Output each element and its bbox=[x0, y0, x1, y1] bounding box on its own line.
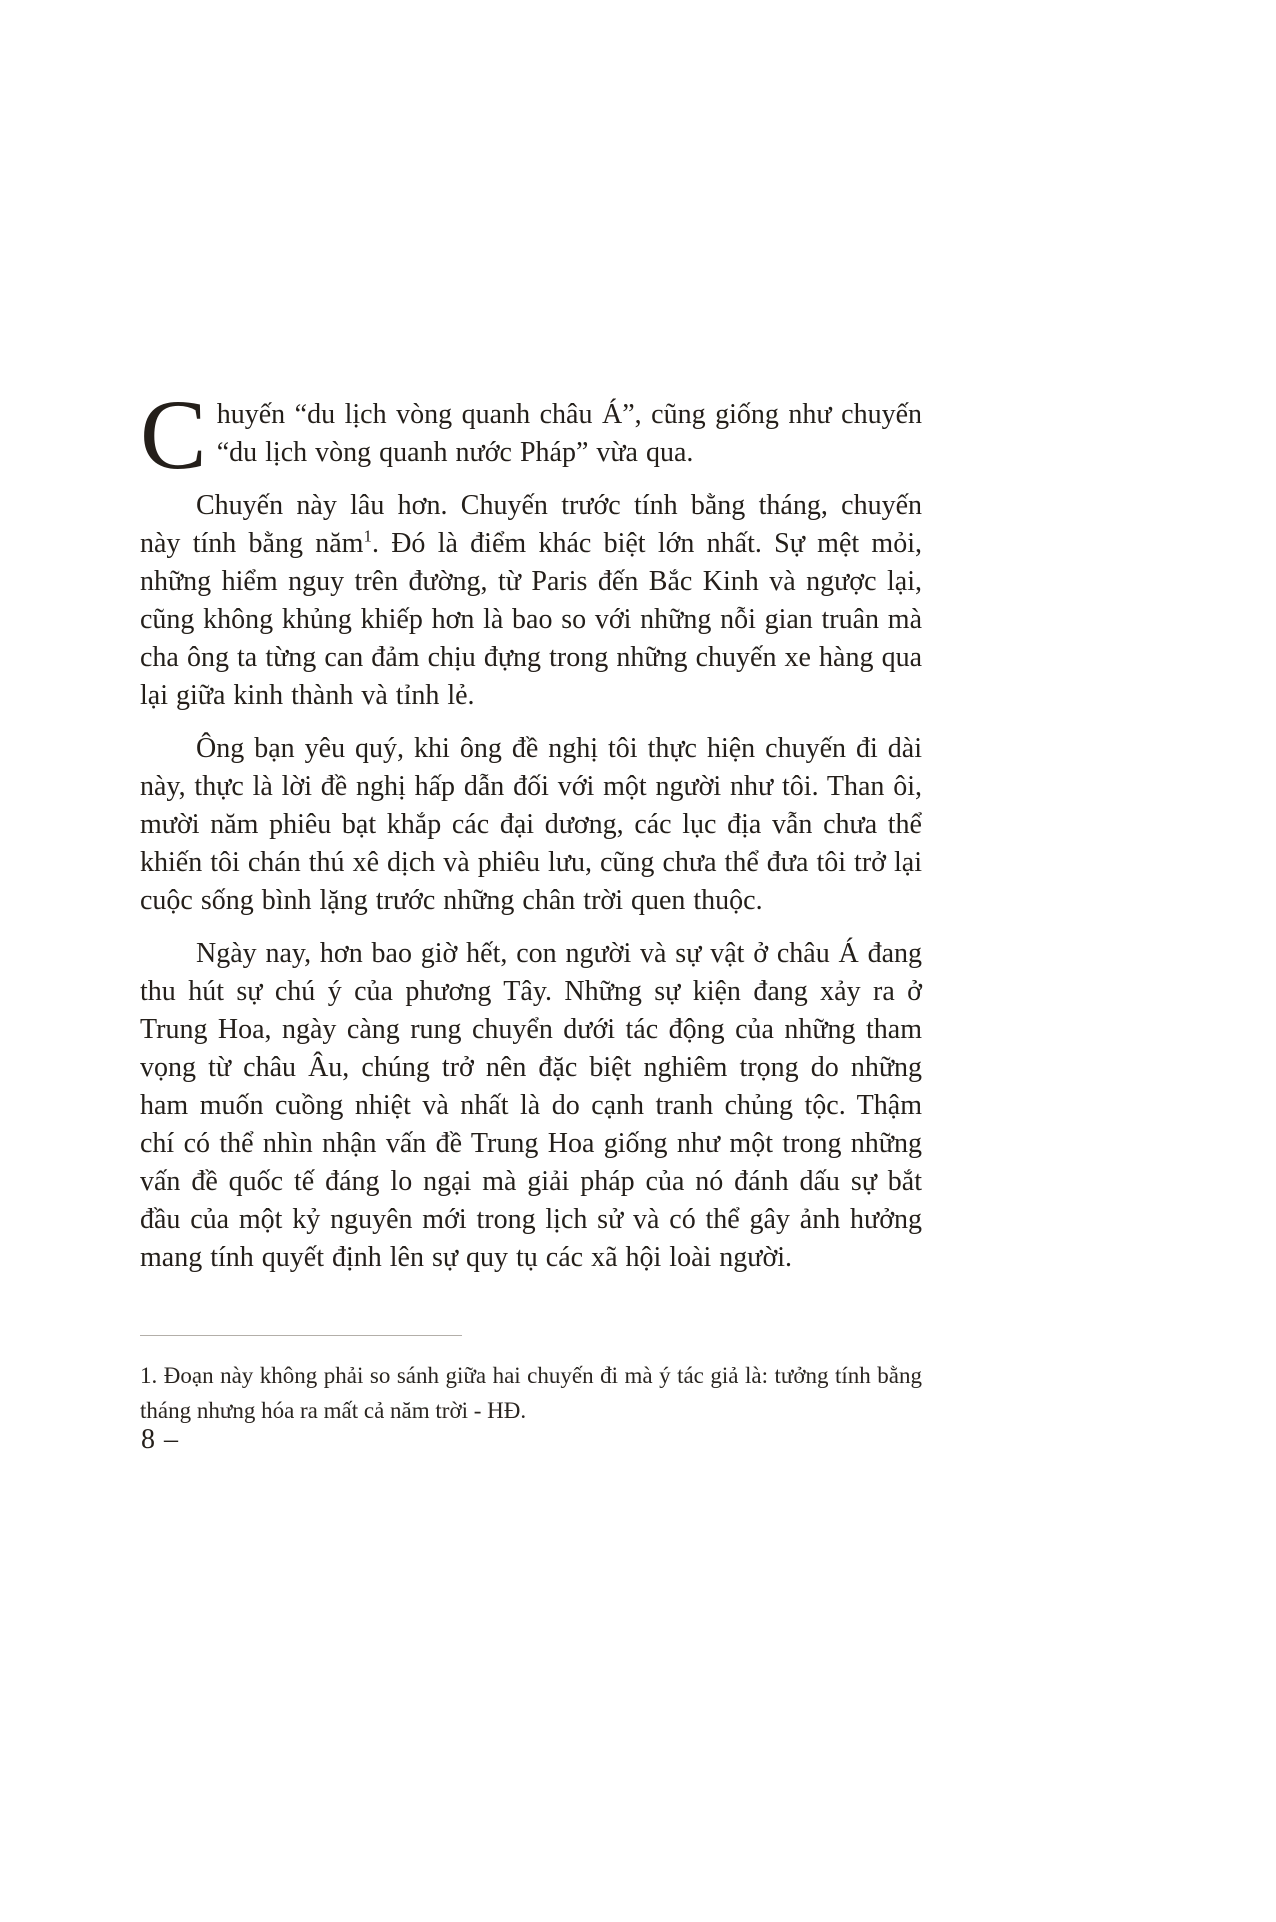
footnote-separator bbox=[140, 1335, 462, 1336]
footnote-text: 1. Đoạn này không phải so sánh giữa hai chuyến đi mà ý tác giả là: tưởng tính bằng tháng nhưng hóa ra mất cả năm trời - HĐ. bbox=[140, 1363, 922, 1423]
page-content bbox=[140, 379, 922, 1428]
footnote-reference-1: 1 bbox=[363, 526, 372, 546]
paragraph-2-text-before-footnote-ref: Chuyến này lâu hơn. Chuyến trước tính bằng tháng, chuyến này tính bằng năm bbox=[140, 490, 922, 559]
page-number: 8 – bbox=[141, 1424, 179, 1455]
paragraph-1-text: huyến “du lịch vòng quanh châu Á”, cũng giống như chuyến “du lịch vòng quanh nước Pháp” vừa qua. bbox=[216, 399, 922, 468]
paragraph-2-text-after-footnote-ref: . Đó là điểm khác biệt lớn nhất. Sự mệt mỏi, những hiểm nguy trên đường, từ Paris đến Bắc Kinh và ngược lại, cũng không khủng khiếp hơn là bao so với những nỗi gian truân mà cha ông ta từng can đảm chịu đựng trong những chuyến xe hàng qua lại giữa kinh thành và tỉnh lẻ. bbox=[140, 528, 922, 711]
paragraph-2 bbox=[140, 487, 922, 715]
paragraph-dropcap bbox=[140, 379, 922, 490]
drop-cap-letter: C bbox=[140, 379, 207, 490]
paragraph-3: Ông bạn yêu quý, khi ông đề nghị tôi thực hiện chuyến đi dài này, thực là lời đề nghị hấp dẫn đối với một người như tôi. Than ôi, mười năm phiêu bạt khắp các đại dương, các lục địa vẫn chưa thể khiến tôi chán thú xê dịch và phiêu lưu, cũng chưa thể đưa tôi trở lại cuộc sống bình lặng trước những chân trời quen thuộc. bbox=[140, 733, 922, 916]
paragraph-4: Ngày nay, hơn bao giờ hết, con người và sự vật ở châu Á đang thu hút sự chú ý của phương Tây. Những sự kiện đang xảy ra ở Trung Hoa, ngày càng rung chuyển dưới tác động của những tham vọng từ châu Âu, chúng trở nên đặc biệt nghiêm trọng do những ham muốn cuồng nhiệt và nhất là do cạnh tranh chủng tộc. Thậm chí có thể nhìn nhận vấn đề Trung Hoa giống như một trong những vấn đề quốc tế đáng lo ngại mà giải pháp của nó đánh dấu sự bắt đầu của một kỷ nguyên mới trong lịch sử và có thể gây ảnh hưởng mang tính quyết định lên sự quy tụ các xã hội loài người. bbox=[140, 938, 922, 1273]
